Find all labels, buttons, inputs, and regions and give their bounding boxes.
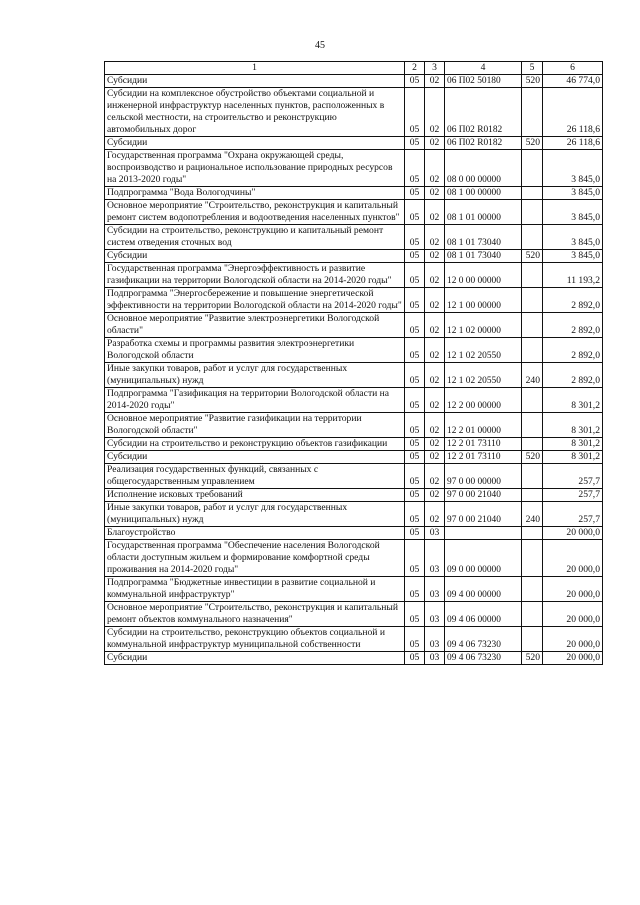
section-code-cell: 05 (405, 451, 425, 464)
amount-cell: 46 774,0 (543, 75, 603, 88)
amount-cell: 20 000,0 (543, 577, 603, 602)
amount-cell: 8 301,2 (543, 413, 603, 438)
row-name-cell: Субсидии на строительство и реконструкцию объектов газификации (105, 438, 405, 451)
section-code-cell: 05 (405, 250, 425, 263)
column-header: 1 (105, 62, 405, 75)
expense-type-cell (522, 313, 543, 338)
target-article-cell: 12 2 01 00000 (445, 413, 522, 438)
section-code-cell: 05 (405, 502, 425, 527)
subsection-code-cell: 03 (425, 602, 445, 627)
expense-type-cell (522, 150, 543, 187)
subsection-code-cell: 02 (425, 150, 445, 187)
target-article-cell: 12 2 01 73110 (445, 438, 522, 451)
row-name-cell: Основное мероприятие "Развитие электроэнергетики Вологодской области" (105, 313, 405, 338)
section-code-cell: 05 (405, 288, 425, 313)
target-article-cell: 09 4 06 00000 (445, 602, 522, 627)
section-code-cell: 05 (405, 438, 425, 451)
table-row (105, 577, 603, 602)
subsection-code-cell: 02 (425, 263, 445, 288)
expense-type-cell (522, 338, 543, 363)
column-header-row (105, 62, 603, 75)
expense-type-cell (522, 602, 543, 627)
target-article-cell: 12 1 02 00000 (445, 313, 522, 338)
subsection-code-cell: 03 (425, 627, 445, 652)
section-code-cell: 05 (405, 489, 425, 502)
row-name-cell: Благоустройство (105, 527, 405, 540)
column-header: 6 (543, 62, 603, 75)
row-name-cell: Государственная программа "Охрана окружающей среды, воспроизводство и рациональное использование природных ресурсов на 2013-2020 годы" (105, 150, 405, 187)
target-article-cell: 09 4 06 73230 (445, 627, 522, 652)
amount-cell: 3 845,0 (543, 225, 603, 250)
subsection-code-cell: 02 (425, 313, 445, 338)
target-article-cell: 09 4 06 73230 (445, 652, 522, 665)
table-row (105, 88, 603, 137)
expense-type-cell (522, 88, 543, 137)
table-row (105, 464, 603, 489)
target-article-cell: 09 4 00 00000 (445, 577, 522, 602)
expense-type-cell: 520 (522, 451, 543, 464)
row-name-cell: Субсидии на строительство, реконструкцию объектов социальной и коммунальной инфраструктур муниципальной собственности (105, 627, 405, 652)
expense-type-cell (522, 200, 543, 225)
amount-cell: 3 845,0 (543, 150, 603, 187)
table-row (105, 225, 603, 250)
table-row (105, 75, 603, 88)
subsection-code-cell: 02 (425, 187, 445, 200)
table-row (105, 187, 603, 200)
expense-type-cell: 520 (522, 75, 543, 88)
target-article-cell: 12 1 02 20550 (445, 363, 522, 388)
row-name-cell: Субсидии (105, 652, 405, 665)
amount-cell: 257,7 (543, 502, 603, 527)
amount-cell: 2 892,0 (543, 338, 603, 363)
row-name-cell: Подпрограмма "Вода Вологодчины" (105, 187, 405, 200)
section-code-cell: 05 (405, 627, 425, 652)
subsection-code-cell: 03 (425, 577, 445, 602)
expense-type-cell (522, 527, 543, 540)
row-name-cell: Основное мероприятие "Развитие газификации на территории Вологодской области" (105, 413, 405, 438)
row-name-cell: Субсидии на комплексное обустройство объектами социальной и инженерной инфраструктур населенных пунктов, расположенных в сельской местности, на строительство и реконструкцию автомобильных дорог (105, 88, 405, 137)
expense-type-cell: 520 (522, 652, 543, 665)
table-row (105, 263, 603, 288)
target-article-cell: 08 1 01 73040 (445, 250, 522, 263)
amount-cell: 20 000,0 (543, 540, 603, 577)
target-article-cell: 12 0 00 00000 (445, 263, 522, 288)
expense-type-cell (522, 489, 543, 502)
subsection-code-cell: 03 (425, 527, 445, 540)
subsection-code-cell: 03 (425, 540, 445, 577)
section-code-cell: 05 (405, 137, 425, 150)
table-row (105, 150, 603, 187)
page-number: 45 (315, 40, 325, 51)
amount-cell: 3 845,0 (543, 250, 603, 263)
table-row (105, 388, 603, 413)
row-name-cell: Подпрограмма "Газификация на территории Вологодской области на 2014-2020 годы" (105, 388, 405, 413)
expense-type-cell (522, 288, 543, 313)
row-name-cell: Подпрограмма "Энергосбережение и повышение энергетической эффективности на территории Вологодской области на 2014-2020 годы" (105, 288, 405, 313)
table-row (105, 137, 603, 150)
section-code-cell: 05 (405, 313, 425, 338)
target-article-cell: 06 П02 R0182 (445, 137, 522, 150)
section-code-cell: 05 (405, 413, 425, 438)
expense-type-cell: 520 (522, 137, 543, 150)
target-article-cell: 06 П02 R0182 (445, 88, 522, 137)
row-name-cell: Государственная программа "Энергоэффективность и развитие газификации на территории Вологодской области на 2014-2020 годы" (105, 263, 405, 288)
amount-cell: 257,7 (543, 464, 603, 489)
subsection-code-cell: 02 (425, 137, 445, 150)
row-name-cell: Субсидии (105, 451, 405, 464)
row-name-cell: Реализация государственных функций, связанных с общегосударственным управлением (105, 464, 405, 489)
amount-cell: 3 845,0 (543, 200, 603, 225)
section-code-cell: 05 (405, 602, 425, 627)
amount-cell: 8 301,2 (543, 451, 603, 464)
target-article-cell: 97 0 00 21040 (445, 502, 522, 527)
row-name-cell: Субсидии (105, 137, 405, 150)
subsection-code-cell: 02 (425, 250, 445, 263)
subsection-code-cell: 02 (425, 438, 445, 451)
row-name-cell: Основное мероприятие "Строительство, реконструкция и капитальный ремонт объектов коммунального назначения" (105, 602, 405, 627)
section-code-cell: 05 (405, 200, 425, 225)
amount-cell: 26 118,6 (543, 88, 603, 137)
expense-type-cell (522, 413, 543, 438)
row-name-cell: Подпрограмма "Бюджетные инвестиции в развитие социальной и коммунальной инфраструктур" (105, 577, 405, 602)
expense-type-cell (522, 263, 543, 288)
table-row (105, 527, 603, 540)
section-code-cell: 05 (405, 88, 425, 137)
section-code-cell: 05 (405, 540, 425, 577)
row-name-cell: Государственная программа "Обеспечение населения Вологодской области доступным жильем и формирование комфортной среды проживания на 2014-2020 годы" (105, 540, 405, 577)
table-row (105, 451, 603, 464)
budget-table-body (105, 62, 603, 665)
expense-type-cell (522, 577, 543, 602)
section-code-cell: 05 (405, 527, 425, 540)
subsection-code-cell: 02 (425, 88, 445, 137)
table-row (105, 313, 603, 338)
amount-cell: 26 118,6 (543, 137, 603, 150)
subsection-code-cell: 02 (425, 451, 445, 464)
expense-type-cell: 240 (522, 363, 543, 388)
row-name-cell: Иные закупки товаров, работ и услуг для государственных (муниципальных) нужд (105, 502, 405, 527)
row-name-cell: Разработка схемы и программы развития электроэнергетики Вологодской области (105, 338, 405, 363)
target-article-cell: 08 1 01 00000 (445, 200, 522, 225)
section-code-cell: 05 (405, 363, 425, 388)
section-code-cell: 05 (405, 225, 425, 250)
table-row (105, 540, 603, 577)
column-header: 2 (405, 62, 425, 75)
target-article-cell: 08 0 00 00000 (445, 150, 522, 187)
amount-cell: 8 301,2 (543, 438, 603, 451)
row-name-cell: Иные закупки товаров, работ и услуг для государственных (муниципальных) нужд (105, 363, 405, 388)
section-code-cell: 05 (405, 652, 425, 665)
subsection-code-cell: 02 (425, 489, 445, 502)
target-article-cell: 06 П02 50180 (445, 75, 522, 88)
column-header: 4 (445, 62, 522, 75)
amount-cell: 11 193,2 (543, 263, 603, 288)
expense-type-cell (522, 627, 543, 652)
table-row (105, 288, 603, 313)
column-header: 5 (522, 62, 543, 75)
target-article-cell: 12 2 00 00000 (445, 388, 522, 413)
amount-cell: 20 000,0 (543, 602, 603, 627)
target-article-cell: 09 0 00 00000 (445, 540, 522, 577)
target-article-cell (445, 527, 522, 540)
amount-cell: 3 845,0 (543, 187, 603, 200)
table-row (105, 627, 603, 652)
subsection-code-cell: 02 (425, 338, 445, 363)
amount-cell: 257,7 (543, 489, 603, 502)
table-row (105, 338, 603, 363)
section-code-cell: 05 (405, 263, 425, 288)
section-code-cell: 05 (405, 464, 425, 489)
table-row (105, 363, 603, 388)
target-article-cell: 12 1 00 00000 (445, 288, 522, 313)
amount-cell: 20 000,0 (543, 652, 603, 665)
section-code-cell: 05 (405, 338, 425, 363)
table-row (105, 413, 603, 438)
subsection-code-cell: 02 (425, 288, 445, 313)
row-name-cell: Исполнение исковых требований (105, 489, 405, 502)
expense-type-cell (522, 225, 543, 250)
subsection-code-cell: 02 (425, 200, 445, 225)
subsection-code-cell: 03 (425, 652, 445, 665)
amount-cell: 2 892,0 (543, 363, 603, 388)
table-row (105, 502, 603, 527)
budget-table (104, 61, 603, 665)
amount-cell: 2 892,0 (543, 313, 603, 338)
subsection-code-cell: 02 (425, 502, 445, 527)
subsection-code-cell: 02 (425, 464, 445, 489)
table-row (105, 250, 603, 263)
amount-cell: 8 301,2 (543, 388, 603, 413)
target-article-cell: 12 1 02 20550 (445, 338, 522, 363)
amount-cell: 20 000,0 (543, 627, 603, 652)
amount-cell: 2 892,0 (543, 288, 603, 313)
expense-type-cell (522, 464, 543, 489)
subsection-code-cell: 02 (425, 413, 445, 438)
expense-type-cell: 520 (522, 250, 543, 263)
section-code-cell: 05 (405, 75, 425, 88)
expense-type-cell (522, 187, 543, 200)
table-row (105, 602, 603, 627)
section-code-cell: 05 (405, 150, 425, 187)
table-row (105, 200, 603, 225)
target-article-cell: 08 1 01 73040 (445, 225, 522, 250)
expense-type-cell: 240 (522, 502, 543, 527)
amount-cell: 20 000,0 (543, 527, 603, 540)
target-article-cell: 97 0 00 21040 (445, 489, 522, 502)
section-code-cell: 05 (405, 577, 425, 602)
row-name-cell: Субсидии (105, 75, 405, 88)
expense-type-cell (522, 540, 543, 577)
column-header: 3 (425, 62, 445, 75)
row-name-cell: Основное мероприятие "Строительство, реконструкция и капитальный ремонт систем водопотребления и водоотведения населенных пунктов" (105, 200, 405, 225)
row-name-cell: Субсидии на строительство, реконструкцию и капитальный ремонт систем отведения сточных вод (105, 225, 405, 250)
target-article-cell: 12 2 01 73110 (445, 451, 522, 464)
target-article-cell: 08 1 00 00000 (445, 187, 522, 200)
section-code-cell: 05 (405, 187, 425, 200)
row-name-cell: Субсидии (105, 250, 405, 263)
table-row (105, 652, 603, 665)
subsection-code-cell: 02 (425, 75, 445, 88)
target-article-cell: 97 0 00 00000 (445, 464, 522, 489)
subsection-code-cell: 02 (425, 388, 445, 413)
subsection-code-cell: 02 (425, 363, 445, 388)
section-code-cell: 05 (405, 388, 425, 413)
expense-type-cell (522, 438, 543, 451)
table-row (105, 438, 603, 451)
table-row (105, 489, 603, 502)
expense-type-cell (522, 388, 543, 413)
subsection-code-cell: 02 (425, 225, 445, 250)
